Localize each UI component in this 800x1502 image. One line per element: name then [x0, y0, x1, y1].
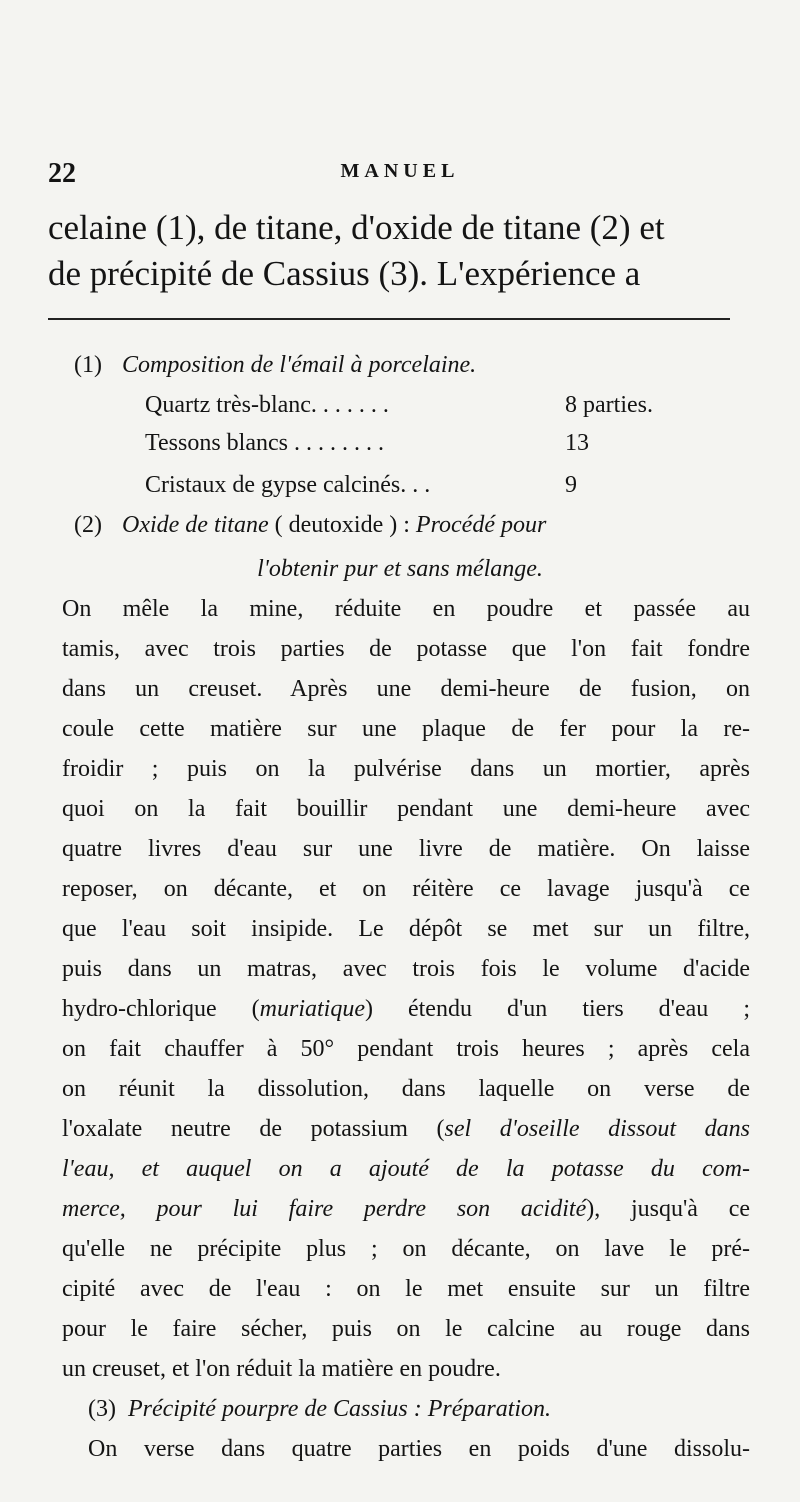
text-line: on fait chauffer à 50° pendant trois heures ; après cela: [62, 1036, 750, 1062]
text-line: On verse dans quatre parties en poids d'une dissolu-: [88, 1436, 750, 1462]
text-line: coule cette matière sur une plaque de fer pour la re-: [62, 716, 750, 742]
footnote-2-heading: [74, 512, 760, 539]
footnote-divider: [48, 318, 730, 320]
text-segment: ), jusqu'à ce: [586, 1196, 751, 1222]
text-line: froidir ; puis on la pulvérise dans un mortier, après: [62, 756, 750, 782]
text-line: un creuset, et l'on réduit la matière en poudre.: [62, 1356, 501, 1382]
ingredient-qty: 8 parties.: [565, 392, 653, 418]
text-line: cipité avec de l'eau : on le met ensuite sur un filtre: [62, 1276, 750, 1302]
text-segment-italic: muriatique: [259, 996, 365, 1022]
footnote-1-title: Composition de l'émail à porcelaine.: [121, 352, 477, 378]
ingredient-qty: 9: [565, 472, 577, 498]
page-header: [46, 158, 754, 188]
text-line: qu'elle ne précipite plus ; on décante, on lave le pré-: [62, 1236, 750, 1262]
text-line: quatre livres d'eau sur une livre de matière. On laisse: [62, 836, 750, 862]
text-line: tamis, avec trois parties de potasse que l'on fait fondre: [62, 636, 750, 662]
recipe-row: [145, 472, 705, 499]
text-line: [62, 1116, 750, 1143]
text-line: quoi on la fait bouillir pendant une demi-heure avec: [62, 796, 750, 822]
footnote-2-title-cont: Procédé pour: [415, 512, 547, 538]
text-line: pour le faire sécher, puis on le calcine au rouge dans: [62, 1316, 750, 1342]
text-line: [62, 996, 750, 1023]
text-line: on réunit la dissolution, dans laquelle on verse de: [62, 1076, 750, 1102]
footnote-2-subtitle: l'obtenir pur et sans mélange.: [257, 556, 543, 582]
text-line: puis dans un matras, avec trois fois le volume d'acide: [62, 956, 750, 982]
text-line: [62, 1196, 750, 1223]
footnote-1-heading: [74, 352, 760, 379]
footnote-1-marker: (1): [74, 352, 102, 378]
footnote-3-heading: [88, 1396, 760, 1423]
page-number: 22: [48, 158, 76, 189]
ingredient-name: Tessons blancs . . . . . . . .: [145, 430, 384, 456]
running-title: MANUEL: [340, 160, 460, 182]
text-segment-italic: sel d'oseille dissout dans: [444, 1116, 750, 1142]
text-line: On mêle la mine, réduite en poudre et passée au: [62, 596, 750, 622]
ingredient-name: Quartz très-blanc. . . . . . .: [145, 392, 389, 418]
text-segment: l'oxalate neutre de potassium (: [62, 1116, 445, 1142]
footnote-3-title: Précipité pourpre de Cassius : Préparation.: [127, 1396, 552, 1422]
text-line: l'eau, et auquel on a ajouté de la potasse du com-: [62, 1156, 750, 1182]
text-segment: hydro-chlorique (: [62, 996, 260, 1022]
footnote-2-title: Oxide de titane: [121, 512, 269, 538]
main-text-line: celaine (1), de titane, d'oxide de titane (2) et: [48, 208, 665, 247]
recipe-row: [145, 430, 705, 457]
text-line: reposer, on décante, et on réitère ce lavage jusqu'à ce: [62, 876, 750, 902]
ingredient-name: Cristaux de gypse calcinés. . .: [145, 472, 431, 498]
footnote-2-marker: (2): [74, 512, 102, 538]
footnote-2-title-paren: ( deutoxide ) :: [274, 512, 410, 538]
text-line: que l'eau soit insipide. Le dépôt se met sur un filtre,: [62, 916, 750, 942]
footnote-3-marker: (3): [88, 1396, 116, 1422]
main-text-line: de précipité de Cassius (3). L'expérience a: [48, 254, 641, 293]
text-segment: ) étendu d'un tiers d'eau ;: [364, 996, 751, 1022]
text-segment-italic: merce, pour lui faire perdre son acidité: [62, 1196, 587, 1222]
text-line: dans un creuset. Après une demi-heure de fusion, on: [62, 676, 750, 702]
ingredient-qty: 13: [565, 430, 589, 456]
recipe-row: [145, 392, 705, 419]
